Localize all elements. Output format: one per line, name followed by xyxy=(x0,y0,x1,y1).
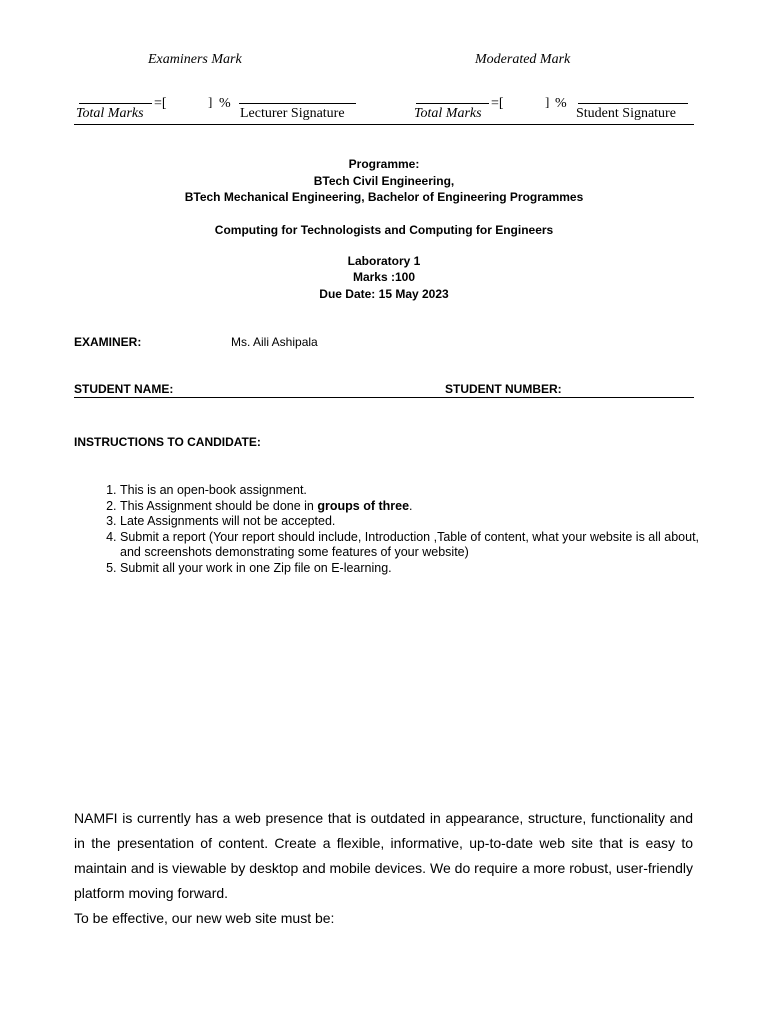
lecturer-signature-line xyxy=(239,103,356,104)
body-paragraph: NAMFI is currently has a web presence that is outdated in appearance, structure, functionality and in the presentation of content. Create a flexible, informative, up-to-date web site that is easy to maintain and is viewable by desktop and mobile devices. We do require a more robust, user-friendly platform moving forward. xyxy=(74,810,693,901)
examiners-mark-heading: Examiners Mark xyxy=(148,52,242,67)
programme-label: Programme: xyxy=(348,157,420,171)
instruction-item: 3. Late Assignments will not be accepted. xyxy=(120,514,720,530)
programme-mechanical: BTech Mechanical Engineering, Bachelor of Engineering Programmes xyxy=(184,190,584,204)
moderated-mark-heading: Moderated Mark xyxy=(475,52,571,67)
instruction-item: 4. Submit a report (Your report should include, Introduction ,Table of content, what your website is all about, and screenshots demonstrating some features of your website) xyxy=(120,530,720,561)
instructions-list xyxy=(74,483,720,576)
moderator-open-bracket: =[ xyxy=(491,96,504,111)
body-closing: To be effective, our new web site must be: xyxy=(74,910,335,926)
header-divider xyxy=(74,124,694,125)
instruction-text: This Assignment should be done in xyxy=(120,498,318,513)
student-info-line xyxy=(74,397,694,398)
instructions-heading: INSTRUCTIONS TO CANDIDATE: xyxy=(74,435,261,449)
programme-civil: BTech Civil Engineering, xyxy=(313,174,455,188)
lab-title: Laboratory 1 xyxy=(347,254,421,268)
examiner-name: Ms. Aili Ashipala xyxy=(231,335,318,349)
student-signature-label: Student Signature xyxy=(576,106,676,121)
student-name-label: STUDENT NAME: xyxy=(74,382,174,396)
instruction-text: . xyxy=(409,498,413,513)
examiner-open-bracket: =[ xyxy=(154,96,167,111)
examiner-label: EXAMINER: xyxy=(74,335,142,349)
instruction-item xyxy=(120,499,720,515)
student-signature-line xyxy=(578,103,688,104)
moderator-total-marks-label: Total Marks xyxy=(414,106,482,121)
course-title: Computing for Technologists and Computing for Engineers xyxy=(214,223,554,237)
lecturer-signature-label: Lecturer Signature xyxy=(240,106,345,121)
examiner-percent-sign: % xyxy=(219,96,231,111)
moderator-close-bracket: ] xyxy=(545,94,550,109)
moderator-total-marks-line xyxy=(416,103,489,104)
marks-total: Marks :100 xyxy=(352,270,416,284)
moderator-percent-sign: % xyxy=(555,96,567,111)
examiner-total-marks-line xyxy=(79,103,152,104)
due-date: Due Date: 15 May 2023 xyxy=(319,287,449,301)
instruction-item: 5. Submit all your work in one Zip file on E-learning. xyxy=(120,561,720,577)
instruction-item: 1. This is an open-book assignment. xyxy=(120,483,720,499)
examiner-close-bracket: ] xyxy=(208,94,213,109)
examiner-total-marks-label: Total Marks xyxy=(76,106,144,121)
student-number-label: STUDENT NUMBER: xyxy=(445,382,562,396)
instruction-emphasis: groups of three xyxy=(317,498,410,513)
